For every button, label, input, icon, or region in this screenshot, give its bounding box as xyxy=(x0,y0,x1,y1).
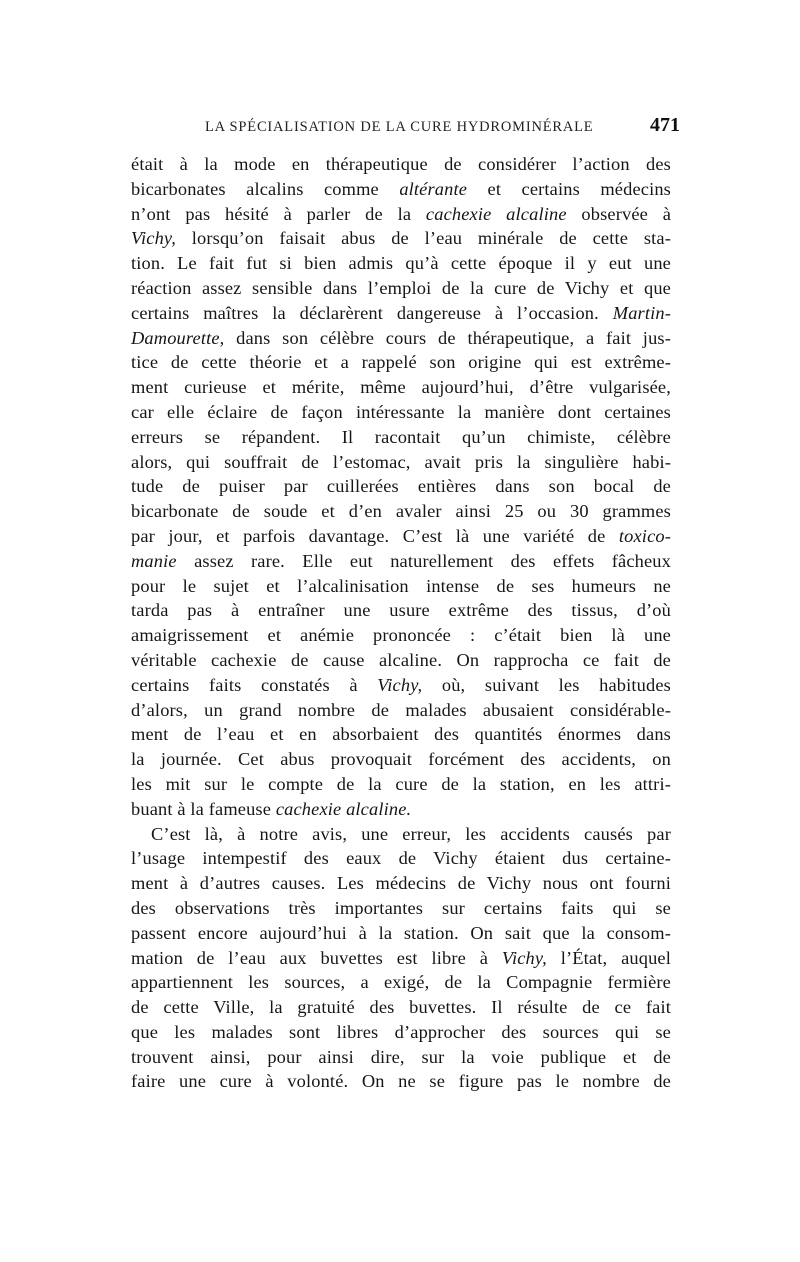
text-line: passent encore aujourd’hui à la station. On sait que la consom- xyxy=(131,922,671,943)
text-line: était à la mode en thérapeutique de considérer l’action des xyxy=(131,154,671,174)
text-line: certains faits constatés à Vichy, où, suivant les habitudes xyxy=(131,674,671,695)
text-line: les mit sur le compte de la cure de la station, en les attri- xyxy=(131,773,671,794)
text-line: véritable cachexie de cause alcaline. On rapprocha ce fait de xyxy=(131,649,671,670)
text-line: de cette Ville, la gratuité des buvettes. Il résulte de ce fait xyxy=(131,997,671,1018)
text-line: réaction assez sensible dans l’emploi de la cure de Vichy et que xyxy=(131,277,671,298)
text-line: bicarbonate de soude et d’en avaler ainsi 25 ou 30 grammes xyxy=(131,501,671,522)
page-number: 471 xyxy=(650,114,680,136)
text-line: l’usage intempestif des eaux de Vichy étaient dus certaine- xyxy=(131,848,671,869)
text-line: mation de l’eau aux buvettes est libre à Vichy, l’État, auquel xyxy=(131,947,671,968)
body-text xyxy=(131,152,671,1094)
text-line: faire une cure à volonté. On ne se figure pas le nombre de xyxy=(131,1071,671,1092)
text-line: pour le sujet et l’alcalinisation intense de ses humeurs ne xyxy=(131,575,671,596)
text-line: certains maîtres la déclarèrent dangereuse à l’occasion. Martin- xyxy=(131,302,671,323)
text-line: Vichy, lorsqu’on faisait abus de l’eau minérale de cette sta- xyxy=(131,228,671,249)
text-line: tarda pas à entraîner une usure extrême des tissus, d’où xyxy=(131,600,671,621)
text-line: Damourette, dans son célèbre cours de thérapeutique, a fait jus- xyxy=(131,327,671,348)
text-line: ment de l’eau et en absorbaient des quantités énormes dans xyxy=(131,724,671,745)
text-line: tion. Le fait fut si bien admis qu’à cette époque il y eut une xyxy=(131,253,671,274)
page-header xyxy=(150,114,680,142)
paragraph-start-line: C’est là, à notre avis, une erreur, les accidents causés par xyxy=(151,823,671,844)
text-line: erreurs se répandent. Il racontait qu’un chimiste, célèbre xyxy=(131,426,671,447)
text-line: appartiennent les sources, a exigé, de la Compagnie fermière xyxy=(131,972,671,993)
text-line: tice de cette théorie et a rappelé son origine qui est extrême- xyxy=(131,352,671,373)
text-line: ment curieuse et mérite, même aujourd’hui, d’être vulgarisée, xyxy=(131,377,671,398)
text-line: ment à d’autres causes. Les médecins de Vichy nous ont fourni xyxy=(131,873,671,894)
text-line: d’alors, un grand nombre de malades abusaient considérable- xyxy=(131,699,671,720)
text-line: n’ont pas hésité à parler de la cachexie alcaline observée à xyxy=(131,203,672,224)
text-line: alors, qui souffrait de l’estomac, avait pris la singulière habi- xyxy=(131,451,671,472)
text-line: que les malades sont libres d’approcher des sources qui se xyxy=(131,1021,671,1042)
text-line: par jour, et parfois davantage. C’est là une variété de toxico- xyxy=(131,525,671,546)
text-line: tude de puiser par cuillerées entières dans son bocal de xyxy=(131,476,671,497)
text-line: des observations très importantes sur certains faits qui se xyxy=(131,897,671,918)
text-line: la journée. Cet abus provoquait forcément des accidents, on xyxy=(131,749,671,770)
text-line: car elle éclaire de façon intéressante la manière dont certaines xyxy=(131,401,671,422)
text-line: manie assez rare. Elle eut naturellement des effets fâcheux xyxy=(131,550,671,571)
text-line: trouvent ainsi, pour ainsi dire, sur la voie publique et de xyxy=(131,1046,671,1067)
running-title: LA SPÉCIALISATION DE LA CURE HYDROMINÉRALE xyxy=(205,119,594,135)
paragraph-end-line: buant à la fameuse cachexie alcaline. xyxy=(131,798,412,819)
text-line: amaigrissement et anémie prononcée : c’était bien là une xyxy=(131,625,671,646)
text-line: bicarbonates alcalins comme altérante et certains médecins xyxy=(131,178,671,199)
